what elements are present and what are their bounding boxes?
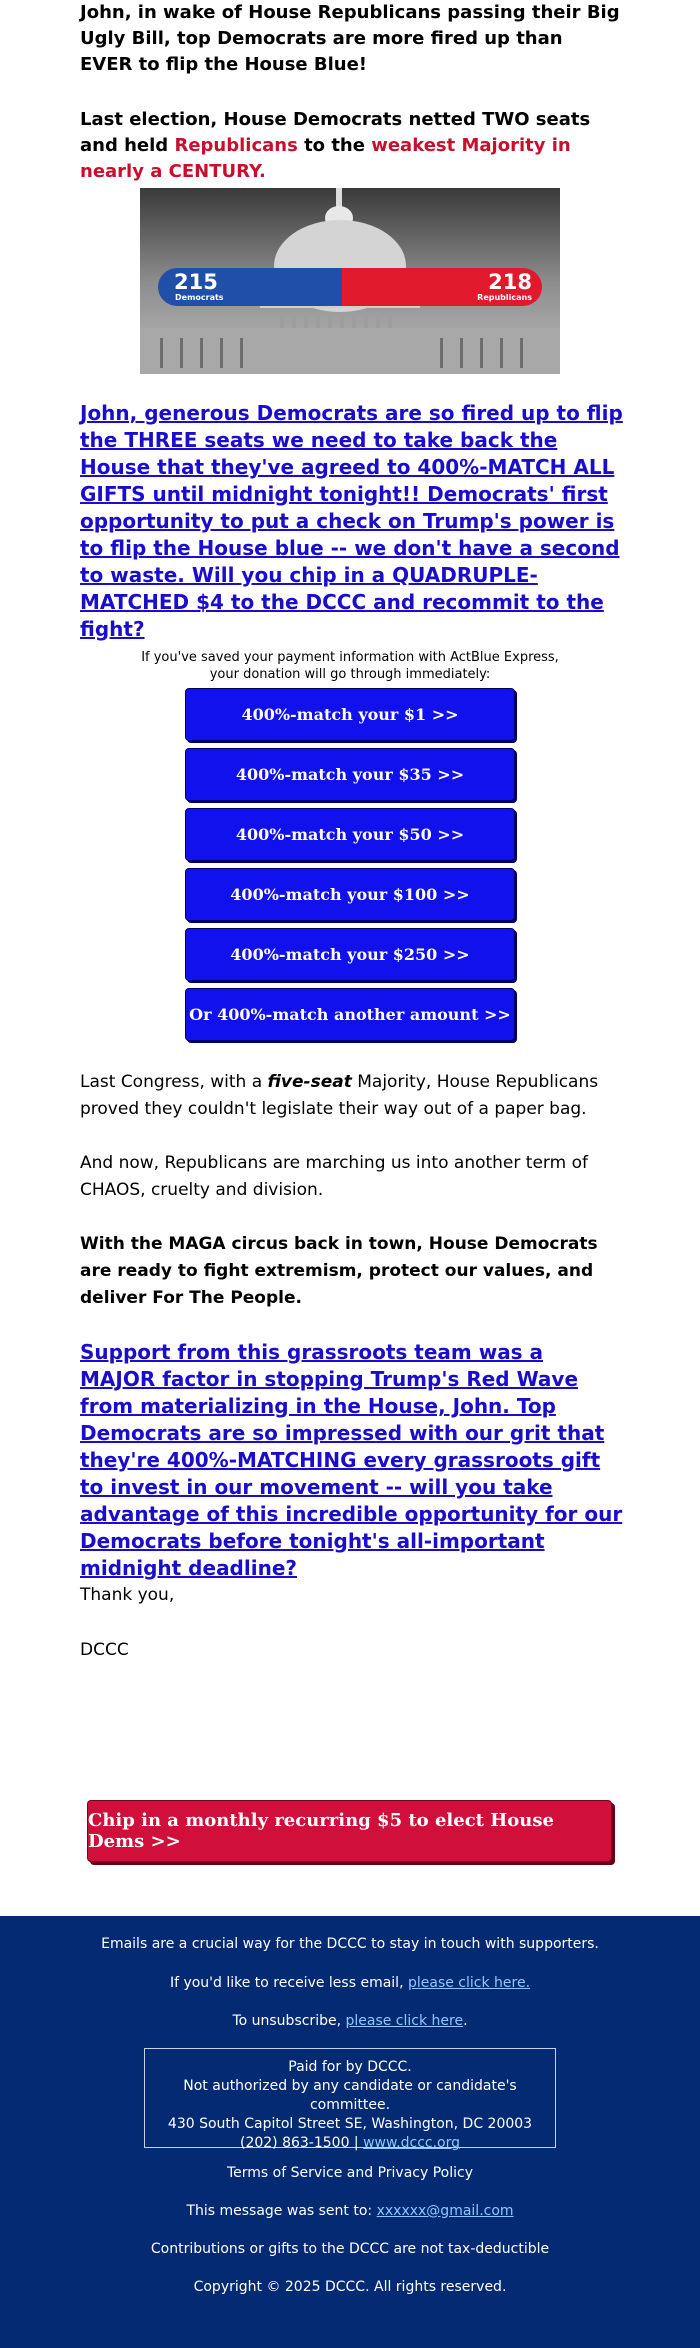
intro-text: Last election, House Democrats netted TWO seats and held xyxy=(80,109,591,156)
footer xyxy=(0,1916,700,2348)
footer-stay-in-touch: Emails are a crucial way for the DCCC to stay in touch with supporters. xyxy=(101,1936,599,1952)
appeal-link-grassroots[interactable]: Support from this grassroots team was a MAJOR factor in stopping Trump's Red Wave from materializing in the House, John. Top Democrats are so impressed with our grit that they're 400%-MATCHING every grassroots gift to invest in our movement -- will you take advantage of this incredible opportunity for our Democrats before tonight's all-important midnight deadline? xyxy=(80,1340,623,1580)
donate-1-button[interactable]: 400%-match your $1 >> xyxy=(185,688,515,741)
republicans-label: Republicans xyxy=(477,293,532,302)
body-paragraph-3: With the MAGA circus back in town, House Democrats are ready to fight extremism, protect our values, and deliver For The People. xyxy=(80,1234,598,1308)
donate-35-button[interactable]: 400%-match your $35 >> xyxy=(185,748,515,801)
footer-unsubscribe xyxy=(0,2013,700,2029)
body-text: Majority, House Republicans proved they couldn't legislate their way out of a paper bag. xyxy=(80,1072,599,1119)
footer-sent-to xyxy=(0,2203,700,2219)
phone-website xyxy=(145,2134,555,2153)
body-paragraph-2: And now, Republicans are marching us into another term of CHAOS, cruelty and division. xyxy=(80,1153,588,1200)
actblue-express-note xyxy=(0,649,700,683)
five-seat-emphasis: five-seat xyxy=(267,1072,352,1092)
monthly-recurring-button[interactable]: Chip in a monthly recurring $5 to elect House Dems >> xyxy=(87,1800,612,1862)
democrats-label: Democrats xyxy=(175,293,224,302)
intro-paragraph-1: John, in wake of House Republicans passing their Big Ugly Bill, top Democrats are more fired up than EVER to flip the House Blue! xyxy=(80,2,620,75)
paid-for-disclaimer-box xyxy=(144,2048,556,2151)
footer-unsub-text: To unsubscribe, xyxy=(232,2013,346,2029)
less-email-link[interactable]: please click here. xyxy=(407,1975,531,1991)
phone: (202) 863-1500 | xyxy=(239,2135,364,2151)
copyright: Copyright © 2025 DCCC. All rights reserved. xyxy=(193,2279,507,2295)
sent-to-text: This message was sent to: xyxy=(186,2203,377,2219)
donate-other-amount-button[interactable]: Or 400%-match another amount >> xyxy=(185,988,515,1041)
paid-by: Paid for by DCCC. xyxy=(288,2059,412,2075)
donate-250-button[interactable]: 400%-match your $250 >> xyxy=(185,928,515,981)
intro-text: to the xyxy=(297,135,372,156)
body-paragraph-1 xyxy=(80,1069,620,1123)
signature: DCCC xyxy=(80,1640,129,1660)
democrats-count: 215 xyxy=(174,270,218,294)
unsubscribe-link[interactable]: please click here xyxy=(345,2013,464,2029)
recipient-email-link[interactable]: xxxxxx@gmail.com xyxy=(376,2203,514,2219)
footer-less-email xyxy=(0,1975,700,1991)
weakest-majority-highlight: weakest Majority in nearly a CENTURY. xyxy=(80,135,571,182)
footer-unsub-end: . xyxy=(463,2013,468,2029)
website-link[interactable]: www.dccc.org xyxy=(363,2135,461,2151)
intro-paragraph-2 xyxy=(80,107,620,185)
republicans-count: 218 xyxy=(488,270,532,294)
not-authorized: Not authorized by any candidate or candidate's committee. xyxy=(183,2078,517,2113)
capitol-hero-image xyxy=(140,188,560,374)
express-line-2: your donation will go through immediately: xyxy=(209,667,491,682)
thanks-line: Thank you, xyxy=(80,1585,175,1605)
express-line-1: If you've saved your payment information with ActBlue Express, xyxy=(141,650,559,665)
address: 430 South Capitol Street SE, Washington, DC 20003 xyxy=(167,2116,533,2132)
donate-100-button[interactable]: 400%-match your $100 >> xyxy=(185,868,515,921)
tax-deductible-note: Contributions or gifts to the DCCC are not tax-deductible xyxy=(150,2241,550,2257)
donate-50-button[interactable]: 400%-match your $50 >> xyxy=(185,808,515,861)
footer-less-email-text: If you'd like to receive less email, xyxy=(169,1975,408,1991)
appeal-link-quadruple-match[interactable]: John, generous Democrats are so fired up to flip the THREE seats we need to take back the House that they've agreed to 400%-MATCH ALL GIFTS until midnight tonight!! Democrats' first opportunity to put a check on Trump's power is to flip the House blue -- we don't have a second to waste. Will you chip in a QUADRUPLE-MATCHED $4 to the DCCC and recommit to the fight? xyxy=(80,401,623,641)
republicans-highlight: Republicans xyxy=(174,135,298,156)
body-text: Last Congress, with a xyxy=(80,1072,268,1092)
intro-section xyxy=(80,0,620,78)
terms-privacy-link[interactable]: Terms of Service and Privacy Policy xyxy=(226,2165,473,2181)
